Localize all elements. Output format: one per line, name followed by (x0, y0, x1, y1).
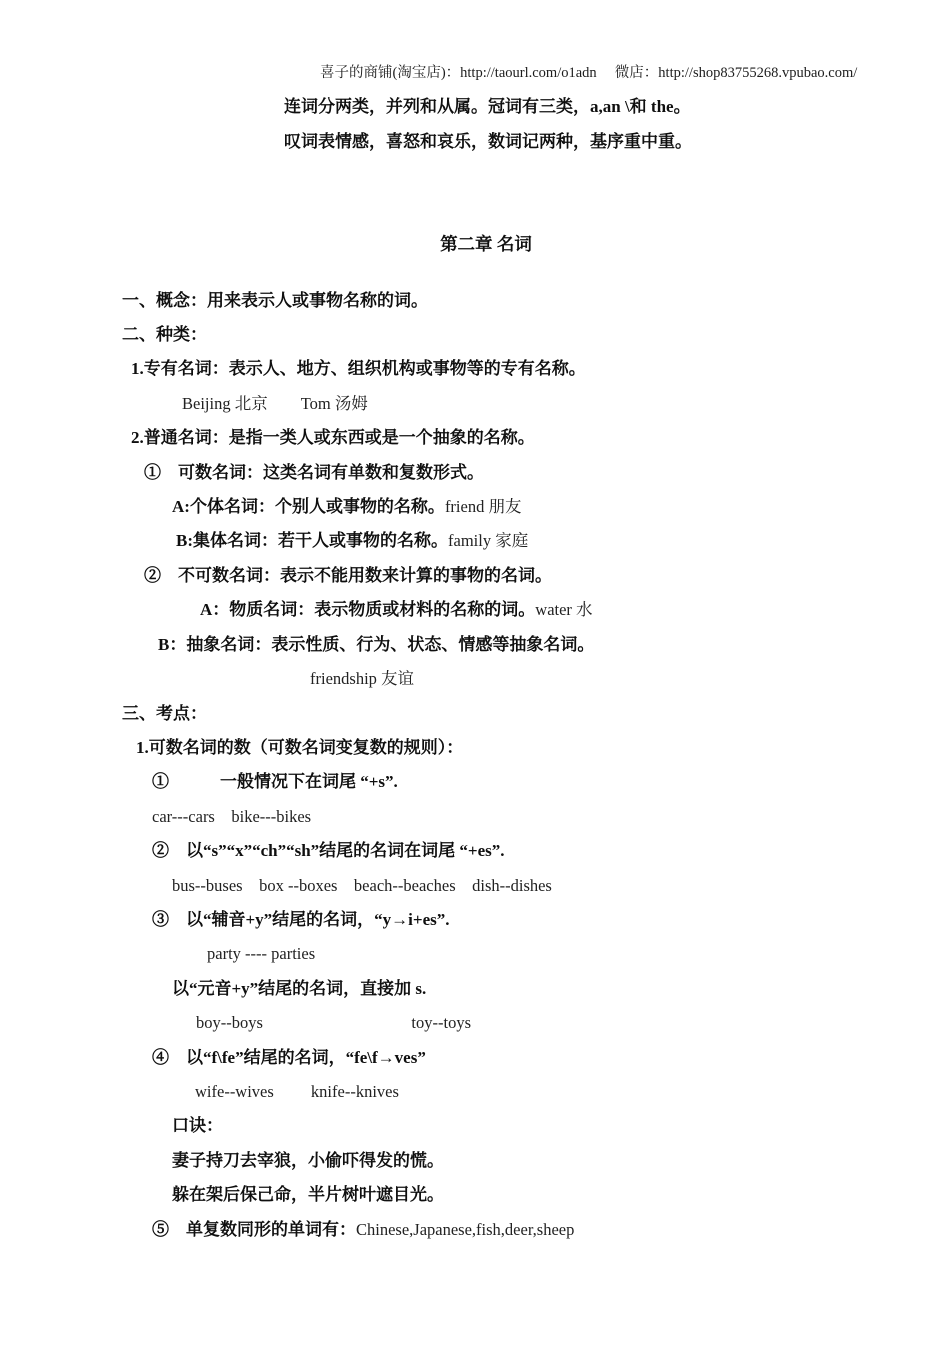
abstract-noun-definition: B：抽象名词：表示性质、行为、状态、情感等抽象名词。 (158, 634, 595, 654)
concept-heading: 一、概念：用来表示人或事物名称的词。 (122, 290, 428, 310)
plural-rule-3b-examples: boy--boys toy--toys (196, 1013, 471, 1033)
plural-rule-1-examples: car---cars bike---bikes (152, 806, 312, 826)
collective-noun-definition: B:集体名词：若干人或事物的名称。 (176, 531, 448, 551)
collective-noun-line (0, 524, 950, 558)
mnemonic-heading: 口诀： (172, 1116, 223, 1136)
chapter-title: 第二章 名词 (440, 234, 532, 255)
proper-noun-examples: Beijing 北京 Tom 汤姆 (182, 393, 368, 413)
uncountable-noun-definition: ② 不可数名词：表示不能用数来计算的事物的名词。 (144, 565, 552, 585)
material-noun-line (0, 593, 950, 627)
exam-points-heading: 三、考点： (122, 703, 207, 723)
mnemonic-line-2: 躲在架后保己命，半片树叶遮目光。 (172, 1185, 444, 1205)
countable-noun-definition: ① 可数名词：这类名词有单数和复数形式。 (144, 462, 484, 482)
individual-noun-example: friend 朋友 (444, 497, 522, 517)
common-noun-definition: 2.普通名词：是指一类人或东西或是一个抽象的名称。 (131, 428, 535, 448)
shop-header-line: 喜子的商铺(淘宝店)：http://taourl.com/o1adn 微店：http://shop83755268.vpubao.com/ (320, 65, 858, 81)
material-noun-example: water 水 (535, 600, 593, 620)
abstract-noun-example: friendship 友谊 (310, 669, 415, 689)
rhyme-line-1: 连词分两类，并列和从属。冠词有三类，a,an \和 the。 (284, 97, 691, 117)
plural-rule-5-examples: Chinese,Japanese,fish,deer,sheep (356, 1219, 575, 1239)
rhyme-line-2: 叹词表情感，喜怒和哀乐，数词记两种，基序重中重。 (284, 131, 692, 151)
plural-rule-2-examples: bus--buses box --boxes beach--beaches dish--dishes (172, 875, 552, 895)
plural-rule-1: ① 一般情况下在词尾 “+s”. (152, 772, 398, 792)
proper-noun-definition: 1.专有名词：表示人、地方、组织机构或事物等的专有名称。 (131, 359, 586, 379)
plural-rule-4-examples: wife--wives knife--knives (195, 1081, 399, 1101)
plural-rules-heading: 1.可数名词的数（可数名词变复数的规则）： (136, 737, 464, 757)
plural-rule-3: ③ 以“辅音+y”结尾的名词，“y→i+es”. (152, 909, 450, 929)
individual-noun-line (0, 490, 950, 524)
plural-rule-3b: 以“元音+y”结尾的名词，直接加 s. (172, 978, 427, 998)
plural-rule-2: ② 以“s”“x”“ch”“sh”结尾的名词在词尾 “+es”. (152, 841, 505, 861)
plural-rule-4: ④ 以“f\fe”结尾的名词，“fe\f→ves” (152, 1047, 426, 1067)
mnemonic-line-1: 妻子持刀去宰狼，小偷吓得发的慌。 (172, 1150, 444, 1170)
collective-noun-example: family 家庭 (448, 531, 529, 551)
plural-rule-3-examples: party ---- parties (207, 944, 316, 964)
kinds-heading: 二、种类： (122, 325, 207, 345)
plural-rule-5: ⑤ 单复数同形的单词有： (152, 1219, 356, 1239)
material-noun-definition: A：物质名词：表示物质或材料的名称的词。 (200, 600, 536, 620)
plural-rule-5-line (0, 1213, 950, 1247)
individual-noun-definition: A:个体名词：个别人或事物的名称。 (172, 497, 445, 517)
